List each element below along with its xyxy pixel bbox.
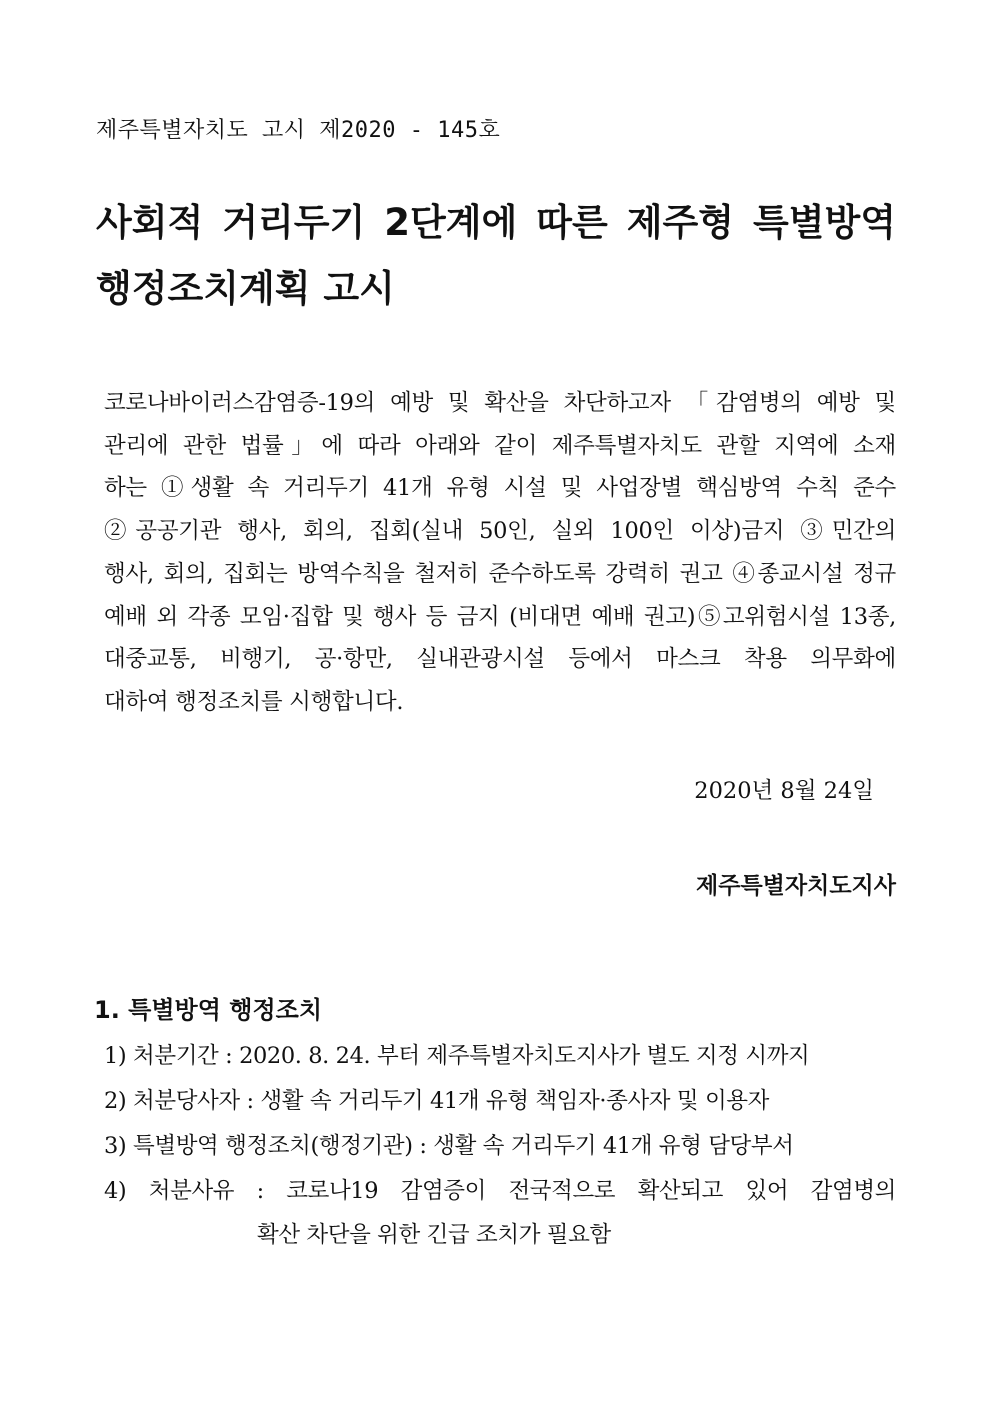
list-item: 3) 특별방역 행정조치(행정기관) : 생활 속 거리두기 41개 유형 담당부서 [104,1133,794,1159]
title-line-2: 행정조치계획 고시 [96,267,395,310]
body-line: 예배 외 각종 모임·집합 및 행사 등 금지 (비대면 예배 권고)⑤고위험시설 13종, [104,604,896,630]
notice-number: 제주특별자치도 고시 제2020 - 145호 [96,118,501,143]
body-line: 행사, 회의, 집회는 방역수칙을 철저히 준수하도록 강력히 권고 ④종교시설 정규 [104,561,896,587]
issue-date: 2020년 8월 24일 [694,778,874,804]
body-line: 코로나바이러스감염증-19의 예방 및 확산을 차단하고자 「감염병의 예방 및 [104,390,896,416]
section-heading: 1. 특별방역 행정조치 [94,996,322,1024]
list-item: 2) 처분당사자 : 생활 속 거리두기 41개 유형 책임자·종사자 및 이용자 [104,1088,769,1114]
body-line: 관리에 관한 법률」에 따라 아래와 같이 제주특별자치도 관할 지역에 소재 [104,433,896,459]
body-line: 하는 ①생활 속 거리두기 41개 유형 시설 및 사업장별 핵심방역 수칙 준수 [104,475,896,501]
list-item: 4) 처분사유 : 코로나19 감염증이 전국적으로 확산되고 있어 감염병의 [104,1178,896,1204]
list-item-continuation: 확산 차단을 위한 긴급 조치가 필요함 [257,1222,611,1248]
list-item: 1) 처분기간 : 2020. 8. 24. 부터 제주특별자치도지사가 별도 지정 시까지 [104,1043,810,1069]
issuer: 제주특별자치도지사 [696,873,896,899]
body-line: 대중교통, 비행기, 공·항만, 실내관광시설 등에서 마스크 착용 의무화에 [104,646,896,672]
title-line-1: 사회적 거리두기 2단계에 따른 제주형 특별방역 [96,201,896,244]
body-line: ②공공기관 행사, 회의, 집회(실내 50인, 실외 100인 이상)금지 ③민간의 [104,518,896,544]
body-line: 대하여 행정조치를 시행합니다. [104,689,404,715]
